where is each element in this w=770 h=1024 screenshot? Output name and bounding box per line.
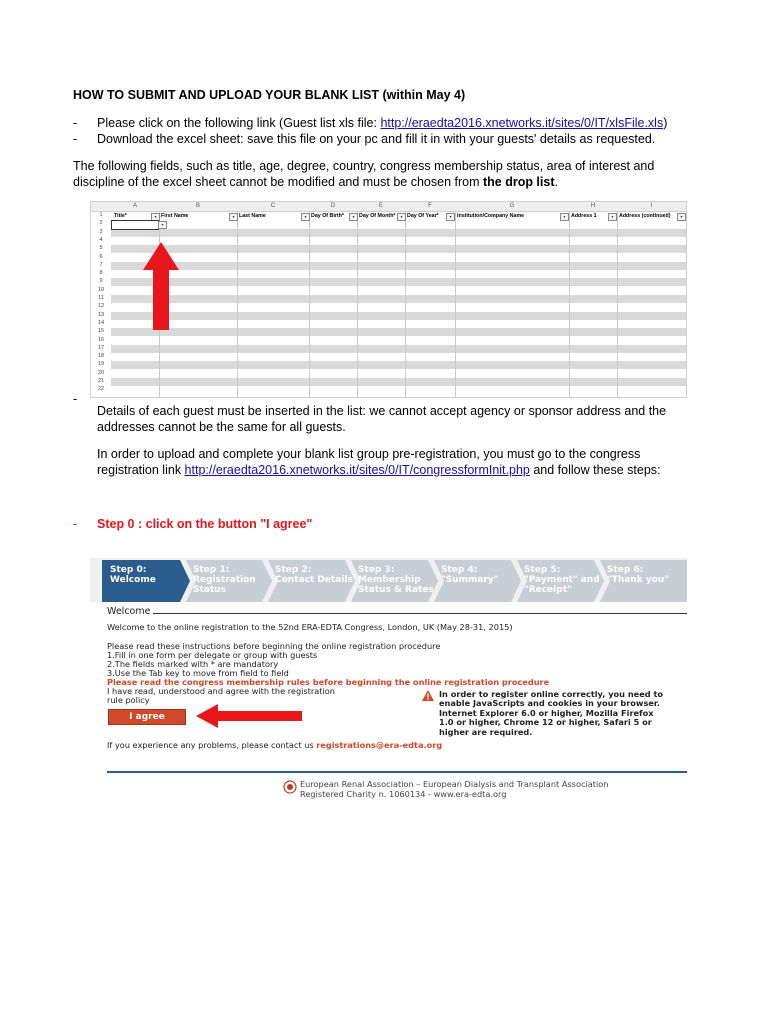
step-label: "Payment" and <box>524 575 600 585</box>
corner-cell <box>91 202 111 212</box>
column-header: E <box>357 202 405 212</box>
step-5-tab[interactable] <box>524 565 600 609</box>
red-up-arrow <box>143 242 179 332</box>
upload-text-end: and follow these steps: <box>529 463 661 477</box>
bullet-dash: - <box>73 392 78 406</box>
dropdown-button[interactable]: ▾ <box>446 213 455 221</box>
footer-charity: Registered Charity n. 1060134 - www.era-edta.org <box>300 789 507 799</box>
step-label: Step 1: <box>193 565 230 575</box>
shaded-row <box>111 295 686 303</box>
row-number: 15 <box>97 328 105 335</box>
shaded-row <box>111 361 686 369</box>
header-day-of-month: Day Of Month* <box>359 213 396 219</box>
row-number: 19 <box>97 361 105 368</box>
step-label: Status & Rates <box>358 585 434 595</box>
header-institution: Institution/Company Name <box>457 213 525 219</box>
shaded-row <box>111 378 686 386</box>
step-label: Step 3: <box>358 565 395 575</box>
row-number: 1 <box>99 212 103 218</box>
fields-text: discipline of the excel sheet cannot be modified and must be chosen from <box>73 175 483 189</box>
dropdown-button[interactable]: ▾ <box>151 213 160 221</box>
registration-screenshot <box>90 556 687 818</box>
upload-text: registration link <box>97 463 185 477</box>
step-label: "Thank you" <box>607 575 669 585</box>
spreadsheet-screenshot <box>90 201 687 398</box>
instruction-3: 3.Use the Tab key to move from field to field <box>107 668 289 678</box>
step-1-tab[interactable] <box>193 565 256 609</box>
instruction-1: 1.Fill in one form per delegate or group with guests <box>107 650 318 660</box>
bullet-text-close: ) <box>663 116 668 130</box>
contact-line <box>107 741 442 750</box>
selected-cell[interactable] <box>111 220 159 230</box>
step-3-tab[interactable] <box>358 565 434 609</box>
browser-notice-line: In order to register online correctly, you need to <box>439 689 664 699</box>
browser-notice <box>439 690 663 737</box>
browser-notice-line: 1.0 or higher, Chrome 12 or higher, Safari 5 or <box>439 717 652 728</box>
column-header: F <box>405 202 455 212</box>
step-label: "Summary" <box>441 575 499 585</box>
step-label: Registration <box>193 575 256 585</box>
row-number: 9 <box>99 278 103 285</box>
bullet-text: Please click on the following link (Guest list xls file: <box>97 116 381 130</box>
header-address-continued: Address (continued) <box>619 213 671 219</box>
step-4-tab[interactable] <box>441 565 498 609</box>
row-number: 2 <box>99 220 103 227</box>
fields-paragraph-line2 <box>73 174 558 190</box>
drop-list-emphasis: the drop list <box>482 175 555 189</box>
dropdown-button[interactable]: ▾ <box>301 213 310 221</box>
bullet-download-text: Download the excel sheet: save this file on your pc and fill it in with your guests' details as requested. <box>97 132 656 146</box>
guest-details-line1: Details of each guest must be inserted in the list: we cannot accept agency or sponsor address and the <box>97 404 667 418</box>
column-header: B <box>159 202 237 212</box>
row-number: 13 <box>97 311 105 318</box>
fields-paragraph-line1: The following fields, such as title, age, degree, country, congress membership status, area of interest and <box>73 159 655 173</box>
row-number: 4 <box>99 236 103 243</box>
column-header: C <box>237 202 309 212</box>
row-number: 3 <box>99 228 103 235</box>
dropdown-button[interactable]: ▾ <box>677 213 686 221</box>
instructions-title: Please read these instructions before beginning the online registration procedure <box>107 641 441 651</box>
agree-text-line2: rule policy <box>107 695 150 705</box>
row-number: 18 <box>97 353 105 360</box>
header-day-of-year: Day Of Year* <box>407 213 439 219</box>
contact-text: If you experience any problems, please contact us <box>107 740 317 750</box>
row-number: 16 <box>97 336 105 343</box>
footer-association: European Renal Association – European Dialysis and Transplant Association <box>300 779 609 789</box>
dropdown-button[interactable]: ▾ <box>229 213 238 221</box>
welcome-title: Welcome <box>107 606 151 617</box>
step-label: Welcome <box>110 575 156 585</box>
step-label: Step 5: <box>524 565 561 575</box>
bullet-dash: - <box>73 132 78 146</box>
step0-instruction: Step 0 : click on the button "I agree" <box>97 517 313 531</box>
step-label: Step 4: <box>441 565 478 575</box>
step-label: "Receipt" <box>524 585 572 595</box>
contact-email-link[interactable]: registrations@era-edta.org <box>316 740 443 750</box>
era-edta-logo-icon <box>283 780 297 794</box>
welcome-divider <box>153 613 687 614</box>
congress-form-link[interactable]: http://eraedta2016.xnetworks.it/sites/0/IT/congressformInit.php <box>184 463 530 477</box>
step-label: Contact Details <box>275 575 353 585</box>
step-label: Status <box>193 585 226 595</box>
guest-details-line2: addresses cannot be the same for all guests. <box>97 420 346 434</box>
shaded-row <box>111 262 686 270</box>
shaded-row <box>111 328 686 336</box>
step-2-tab[interactable] <box>275 565 353 609</box>
browser-notice-line: higher are required. <box>439 726 533 737</box>
dropdown-button[interactable]: ▾ <box>560 213 569 221</box>
column-header: D <box>309 202 357 212</box>
membership-rules-link[interactable]: Please read the congress membership rules before beginning the online registration procedure <box>107 677 550 687</box>
row-number: 21 <box>97 378 105 384</box>
cell-dropdown-button[interactable]: ▾ <box>158 221 167 229</box>
header-address-1: Address 1 <box>571 213 597 219</box>
upload-paragraph-line1: In order to upload and complete your blank list group pre-registration, you must go to the congress <box>97 447 641 461</box>
header-title: Title* <box>114 213 127 219</box>
column-header: H <box>569 202 617 212</box>
upload-paragraph-line2 <box>97 462 661 478</box>
step-label: Membership <box>358 575 421 585</box>
column-header: A <box>111 202 159 212</box>
step-label: Step 6: <box>607 565 644 575</box>
step-0-tab[interactable] <box>110 565 156 609</box>
bullet-dash: - <box>73 116 78 130</box>
i-agree-button[interactable]: I agree <box>108 709 186 725</box>
shaded-row <box>111 245 686 253</box>
row-number: 14 <box>97 319 105 326</box>
agree-text-line1: I have read, understood and agree with the registration <box>107 686 335 696</box>
row-number: 10 <box>97 286 105 293</box>
dropdown-button[interactable]: ▾ <box>608 213 617 221</box>
shaded-row <box>111 229 686 237</box>
step-label: Step 0: <box>110 565 147 575</box>
row-number: 7 <box>99 261 103 268</box>
header-day-of-birth: Day Of Birth* <box>311 213 344 219</box>
row-number: 8 <box>99 270 103 277</box>
footer-divider <box>107 771 687 773</box>
column-header: I <box>617 202 686 212</box>
red-left-arrow <box>196 704 302 728</box>
browser-notice-line: Internet Explorer 6.0 or higher, Mozilla Firefox <box>439 707 654 718</box>
row-number: 17 <box>97 344 105 351</box>
shaded-row <box>111 345 686 353</box>
browser-notice-line: enable JavaScripts and cookies in your browser. <box>439 698 660 709</box>
page-heading: HOW TO SUBMIT AND UPLOAD YOUR BLANK LIST (within May 4) <box>73 88 466 102</box>
header-last-name: Last Name <box>239 213 266 219</box>
row-number: 12 <box>97 303 105 310</box>
step-label: Step 2: <box>275 565 312 575</box>
fields-period: . <box>554 175 558 189</box>
shaded-row <box>111 312 686 320</box>
column-header: G <box>455 202 569 212</box>
header-first-name: First Name <box>161 213 189 219</box>
welcome-text: Welcome to the online registration to the 52nd ERA-EDTA Congress, London, UK (May 28-31, 2015) <box>107 622 513 632</box>
shaded-row <box>111 278 686 286</box>
row-number: 6 <box>99 253 103 260</box>
row-number: 11 <box>98 295 104 301</box>
dropdown-button[interactable]: ▾ <box>397 213 406 221</box>
row-number: 5 <box>99 245 103 252</box>
xls-file-link[interactable]: http://eraedta2016.xnetworks.it/sites/0/IT/xlsFile.xls <box>380 116 664 130</box>
row-number: 22 <box>97 386 105 393</box>
bullet-guest-list-link <box>97 115 667 131</box>
warning-icon <box>422 690 434 701</box>
row-number: 20 <box>97 369 105 376</box>
dropdown-button[interactable]: ▾ <box>349 213 358 221</box>
step-6-tab[interactable] <box>607 565 669 609</box>
bullet-dash: - <box>73 517 78 531</box>
instruction-2: 2.The fields marked with * are mandatory <box>107 659 279 669</box>
